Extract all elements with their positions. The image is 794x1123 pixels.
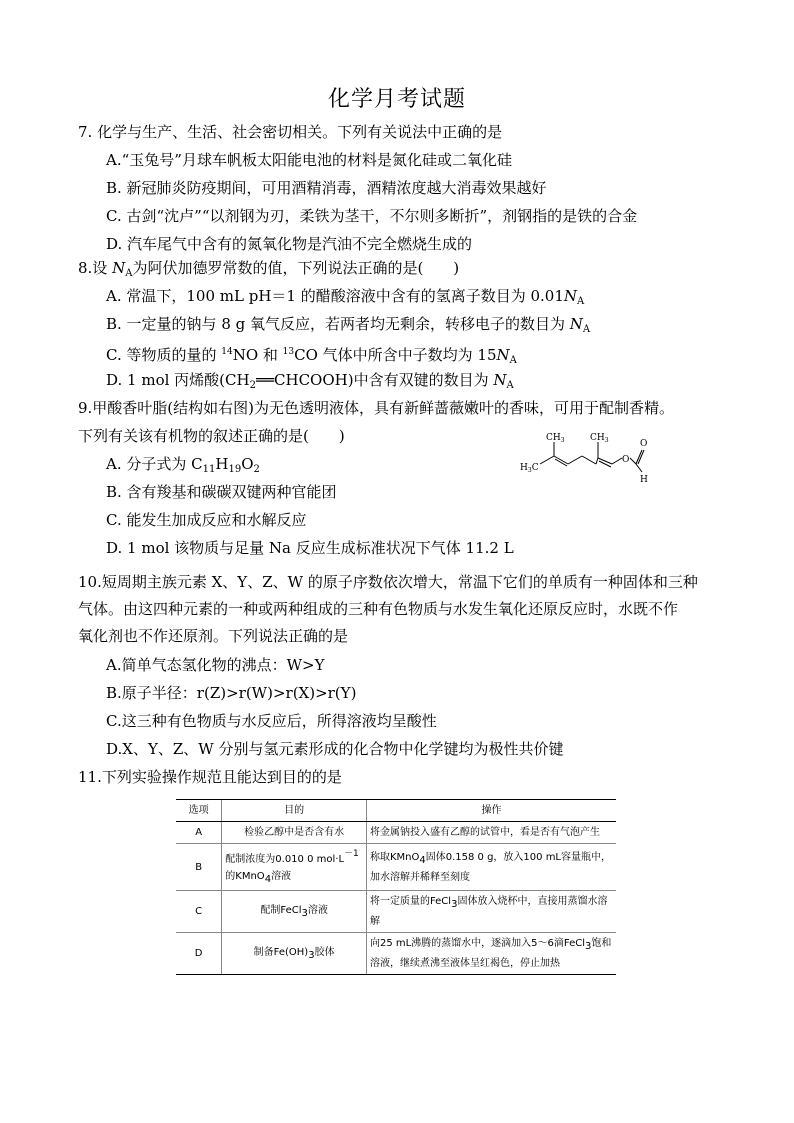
header-operation: 操作 xyxy=(366,800,616,822)
q7-stem: 7. 化学与生产、生活、社会密切相关。下列有关说法中正确的是 xyxy=(78,123,503,141)
row-c-goal: 配制FeCl3溶液 xyxy=(222,891,367,933)
q9-option-d: D. 1 mol 该物质与足量 Na 反应生成标准状况下气体 11.2 L xyxy=(106,539,514,557)
row-d-goal: 制备Fe(OH)3胶体 xyxy=(222,933,367,975)
q8-option-a: A. 常温下，100 mL pH＝1 的醋酸溶液中含有的氢离子数目为 $0.01N_A$ xyxy=(106,287,585,307)
table-row-d xyxy=(176,933,616,975)
q10-stem-line2: 气体。由这四种元素的一种或两种组成的三种有色物质与水发生氧化还原反应时，水既不作 xyxy=(78,600,679,618)
row-b-operation: 称取KMnO4固体0.158 0 g，放入100 mL容量瓶中，加水溶解并稀释至刻度 xyxy=(366,844,616,891)
row-c-operation: 将一定质量的FeCl3固体放入烧杯中，直接用蒸馏水溶解 xyxy=(366,891,616,933)
q10-stem-line1: 10.短周期主族元素 X、Y、Z、W 的原子序数依次增大，常温下它们的单质有一种固体和三种 xyxy=(78,573,698,591)
q10-option-b: B.原子半径：r(Z)>r(W)>r(X)>r(Y) xyxy=(106,684,357,702)
q9-option-a: A. 分子式为 $C_{11}H_{19}O_2$ xyxy=(106,455,260,475)
q11-stem: 11.下列实验操作规范且能达到目的的是 xyxy=(78,768,342,786)
row-c-option: C xyxy=(176,891,222,933)
row-a-goal: 检验乙醇中是否含有水 xyxy=(222,822,367,844)
header-option: 选项 xyxy=(176,800,222,822)
page-title: 化学月考试题 xyxy=(327,87,466,112)
table-header-row xyxy=(176,800,616,822)
q9-stem-line1: 9.甲酸香叶脂(结构如右图)为无色透明液体，具有新鲜蔷薇嫩叶的香味，可用于配制香精。 xyxy=(78,399,675,417)
row-d-option: D xyxy=(176,933,222,975)
ester-oxygen-label: O xyxy=(622,455,630,465)
header-goal: 目的 xyxy=(222,800,367,822)
q8-option-d: D. 1 mol 丙烯酸$(CH_2══CHCOOH)$中含有双键的数目为 $N_A$ xyxy=(106,371,514,391)
row-b-goal: 配制浓度为0.010 0 mol·L－1 的KMnO4溶液 xyxy=(222,844,367,891)
experiment-table xyxy=(176,799,616,975)
q7-option-a: A.“玉兔号”月球车帆板太阳能电池的材料是氮化硅或二氧化硅 xyxy=(106,151,512,169)
ch3-label-1: $CH_3$ xyxy=(546,433,565,444)
q10-option-a: A.简单气态氢化物的沸点：W>Y xyxy=(106,656,325,674)
q9-option-c: C. 能发生加成反应和水解反应 xyxy=(106,511,307,529)
q7-option-c: C. 古剑“沈卢”“以剂钢为刃，柔铁为茎干，不尔则多断折”，剂钢指的是铁的合金 xyxy=(106,207,638,225)
q8-option-c: C. 等物质的量的 $^{14}$NO 和 $^{13}$CO 气体中所含中子数均为 $15N_A$ xyxy=(106,346,517,366)
q7-option-d: D. 汽车尾气中含有的氮氧化物是汽油不完全燃烧生成的 xyxy=(106,235,473,253)
row-a-operation: 将金属钠投入盛有乙醇的试管中，看是否有气泡产生 xyxy=(366,822,616,844)
formyl-h-label: H xyxy=(640,475,648,485)
carbonyl-oxygen-label: O xyxy=(640,439,648,449)
q7-option-b: B. 新冠肺炎防疫期间，可用酒精消毒，酒精浓度越大消毒效果越好 xyxy=(106,179,547,197)
row-a-option: A xyxy=(176,822,222,844)
q9-option-b: B. 含有羧基和碳碳双键两种官能团 xyxy=(106,483,337,501)
q10-option-d: D.X、Y、Z、W 分别与氢元素形成的化合物中化学键均为极性共价键 xyxy=(106,740,564,758)
row-b-option: B xyxy=(176,844,222,891)
q8-stem: 8.设 $N_A$为阿伏加德罗常数的值，下列说法正确的是( ) xyxy=(78,259,460,279)
q10-option-c: C.这三种有色物质与水反应后，所得溶液均呈酸性 xyxy=(106,712,437,730)
table-row-b xyxy=(176,844,616,891)
h3c-label: $H_3C$ xyxy=(520,463,539,474)
table-row-a xyxy=(176,822,616,844)
geranyl-formate-structure xyxy=(518,428,668,488)
q8-option-b: B. 一定量的钠与 8 g 氧气反应，若两者均无剩余，转移电子的数目为 $N_A$ xyxy=(106,315,591,335)
q9-stem-line2: 下列有关该有机物的叙述正确的是( ) xyxy=(78,427,345,445)
table-row-c xyxy=(176,891,616,933)
row-d-operation: 向25 mL沸腾的蒸馏水中，逐滴加入5～6滴FeCl3饱和溶液，继续煮沸至液体呈红褐色，停止加热 xyxy=(366,933,616,975)
ch3-label-2: $CH_3$ xyxy=(590,433,609,444)
q10-stem-line3: 氧化剂也不作还原剂。下列说法正确的是 xyxy=(78,627,349,645)
